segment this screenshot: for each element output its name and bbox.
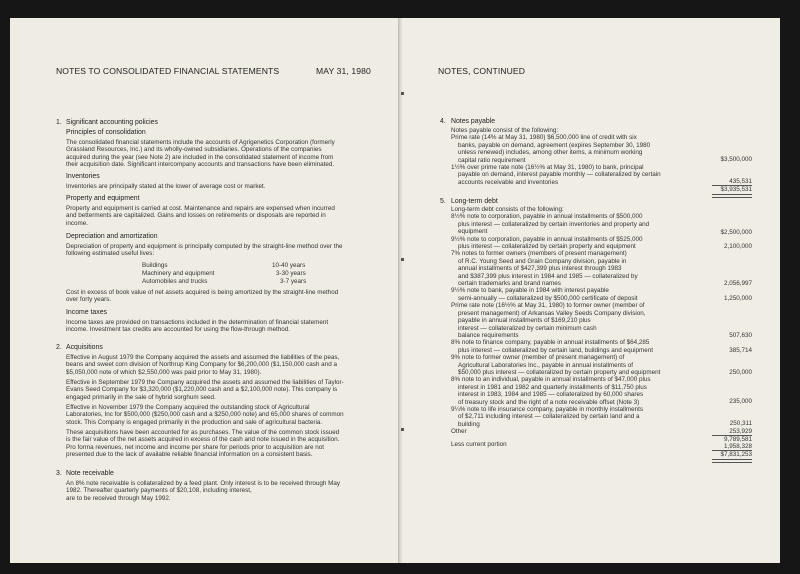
note-4-number: 4.: [440, 118, 446, 125]
amount: 250,000: [729, 369, 752, 376]
note-4-title: Notes payable: [451, 118, 496, 125]
amount: 235,000: [729, 398, 752, 405]
amount: 1,250,000: [723, 295, 752, 302]
long-term-debt-text: Long-term debt consists of the following: 8½% note to corporation, payable in annual installments of $500,000 plus interest — collateralized by certain inventories and property and equipment 9½% note to corporation, payable in annual installments of $525,000 plus interest — collateralized by certain property and equipment 7% notes to former owners (members of present management) of R.C. Young Seed and Grain Company division, payable in annual installments of $427,399 plus interest through 1983 and $387,399 plus interest in 1984 and 1985 — collateralized by certain trademarks and brand names 9½% note to bank, payable in 1984 with interest payable semi-annually — collateralized by $500,000 certificate of deposit Prime rate note (16½% at May 31, 1980) to former owner (member of present management) of Arkansas Valley Seeds Company division, payable in annual installments of $169,210 plus interest — collateralized by certain minimum cash balance requirements 8% note to finance company, payable in annual installments of $64,285 plus interest — collateralized by certain land, buildings and equipment 9% note to former owner (member of present management) of Agricultural Laboratories Inc., payable in annual installments of $50,000 plus interest — collateralized by certain property and equipment 8% note to an individual, payable in annual installments of $47,000 plus interest in 1981 and 1982 and quarterly installments of $11,750 plus interest in 1983, 1984 and 1985 — collateralized by 60,000 shares of treasury stock and the right of a note receivable offset (Note 3) 9¼% note to life insurance company, payable in monthly installments of $2,711 including interest — collateralized by certain land and a building Other: [451, 206, 661, 436]
note-3-title: Note receivable: [66, 470, 114, 477]
total-double-rule: [712, 194, 752, 198]
sub-property: Property and equipment: [66, 195, 140, 202]
margin-mark: [401, 92, 404, 95]
note-5-number: 5.: [440, 198, 446, 205]
note-1-title: Significant accounting policies: [66, 119, 158, 126]
amount-subtotal: 9,789,581: [723, 436, 752, 443]
margin-mark: [401, 428, 404, 431]
para-depreciation: Depreciation of property and equipment is principally computed by the straight-line method over the following estimated useful lives:: [66, 243, 343, 258]
lives-years: 3-7 years: [280, 278, 307, 285]
note-2-number: 2.: [56, 344, 62, 351]
lives-item: Buildings: [142, 262, 168, 269]
amount-total: $7,831,253: [720, 451, 752, 458]
left-page-title: NOTES TO CONSOLIDATED FINANCIAL STATEMENTS: [56, 66, 280, 76]
note-3-number: 3.: [56, 470, 62, 477]
para-note-receivable: An 8% note receivable is collateralized by a feed plant. Only interest is to be received through May 1982. Thereafter quarterly payments of $20,108, including interest, are to be received through May 1992.: [66, 480, 341, 502]
amount: 2,056,997: [723, 280, 752, 287]
para-acq-4: These acquisitions have been accounted for as purchases. The value of the common stock issued is the fair value of the net assets acquired in excess of the cash and note issued in the acquisition. Pro forma revenues, net income and income per share for periods prior to acquisition are not presented due to the lack of available reliable financial information on a consistent basis.: [66, 429, 340, 459]
statement-date: MAY 31, 1980: [316, 66, 371, 76]
note-2-title: Acquisitions: [66, 344, 103, 351]
lives-item: Machinery and equipment: [142, 270, 215, 277]
less-current-portion-label: Less current portion: [451, 441, 507, 448]
para-principles: The consolidated financial statements include the accounts of Agrigenetics Corporation (formerly Grassland Resources, Inc.) and its wholly-owned subsidiaries. Operations of the companies acquired during the year (see Note 2) are included in the consolidated statement of income from their acquisition date. Significant intercompany accounts and transactions have been eliminated.: [66, 139, 335, 169]
amount: 250,311: [729, 420, 752, 427]
para-inventories: Inventories are principally stated at the lower of average cost or market.: [66, 183, 266, 190]
sub-principles: Principles of consolidation: [66, 129, 146, 136]
lives-years: 3-30 years: [276, 270, 306, 277]
para-acq-3: Effective in November 1979 the Company acquired the outstanding stock of Agricultural Laboratories, Inc for $500,000 ($250,000 cash and a $250,000 note) and 65,000 shares of common stock. This Company is engaged primarily in the production and sale of agricultural bacteria.: [66, 404, 344, 426]
note-5-title: Long-term debt: [451, 198, 498, 205]
total-double-rule: [712, 459, 752, 463]
para-acq-2: Effective in September 1979 the Company acquired the assets and assumed the liabilities of Taylor- Evans Seed Company for $3,320,000 ($1,220,000 cash and a $2,100,000 note). This company is engaged primarily in the sale of hybrid sorghum seed.: [66, 379, 344, 401]
amount-total: $3,935,531: [720, 186, 752, 193]
notes-payable-text: Notes payable consist of the following: Prime rate (14% at May 31, 1980) $6,500,000 line of credit with six banks, payable on demand, agreement (expires September 30, 1980 unless renewed) includes, among other items, a minimum working capital ratio requirement 1½% over prime rate note (16½% at May 31, 1980) to bank, principal payable on demand, interest payable monthly — collateralized by certain accounts receivable and inventories: [451, 127, 661, 186]
amount: 435,531: [729, 178, 752, 185]
para-property: Property and equipment is carried at cost. Maintenance and repairs are expensed when incurred and betterments are capitalized. Gains and losses on retirements or disposals are reported in income.: [66, 205, 335, 227]
lives-item: Automobiles and trucks: [142, 278, 208, 285]
amount: $2,500,000: [720, 229, 752, 236]
lives-years: 10-40 years: [272, 262, 306, 269]
amount: 1,958,328: [723, 443, 752, 450]
para-amortization: Cost in excess of book value of net assets acquired is being amortized by the straight-line method over forty years.: [66, 289, 339, 304]
sub-income-taxes: Income taxes: [66, 309, 107, 316]
note-1-number: 1.: [56, 119, 62, 126]
margin-mark: [401, 258, 404, 261]
para-income-taxes: Income taxes are provided on transactions included in the determination of financial statement income. Investment tax credits are accounted for using the flow-through method.: [66, 319, 329, 334]
para-acq-1: Effective in August 1979 the Company acquired the assets and assumed the liabilities of the peas, beans and sweet corn division of Northrup King Company for $6,200,000 ($1,150,000 cash and a $5,050,000 note of which $2,550,000 was paid prior to May 31, 1980).: [66, 354, 340, 376]
sub-inventories: Inventories: [66, 173, 100, 180]
sub-depreciation: Depreciation and amortization: [66, 233, 158, 240]
amount: 253,929: [729, 428, 752, 435]
amount: $3,500,000: [720, 156, 752, 163]
right-page-title: NOTES, CONTINUED: [438, 66, 526, 76]
amount: 507,630: [729, 332, 752, 339]
amount: 2,100,000: [723, 243, 752, 250]
amount: 385,714: [729, 347, 752, 354]
